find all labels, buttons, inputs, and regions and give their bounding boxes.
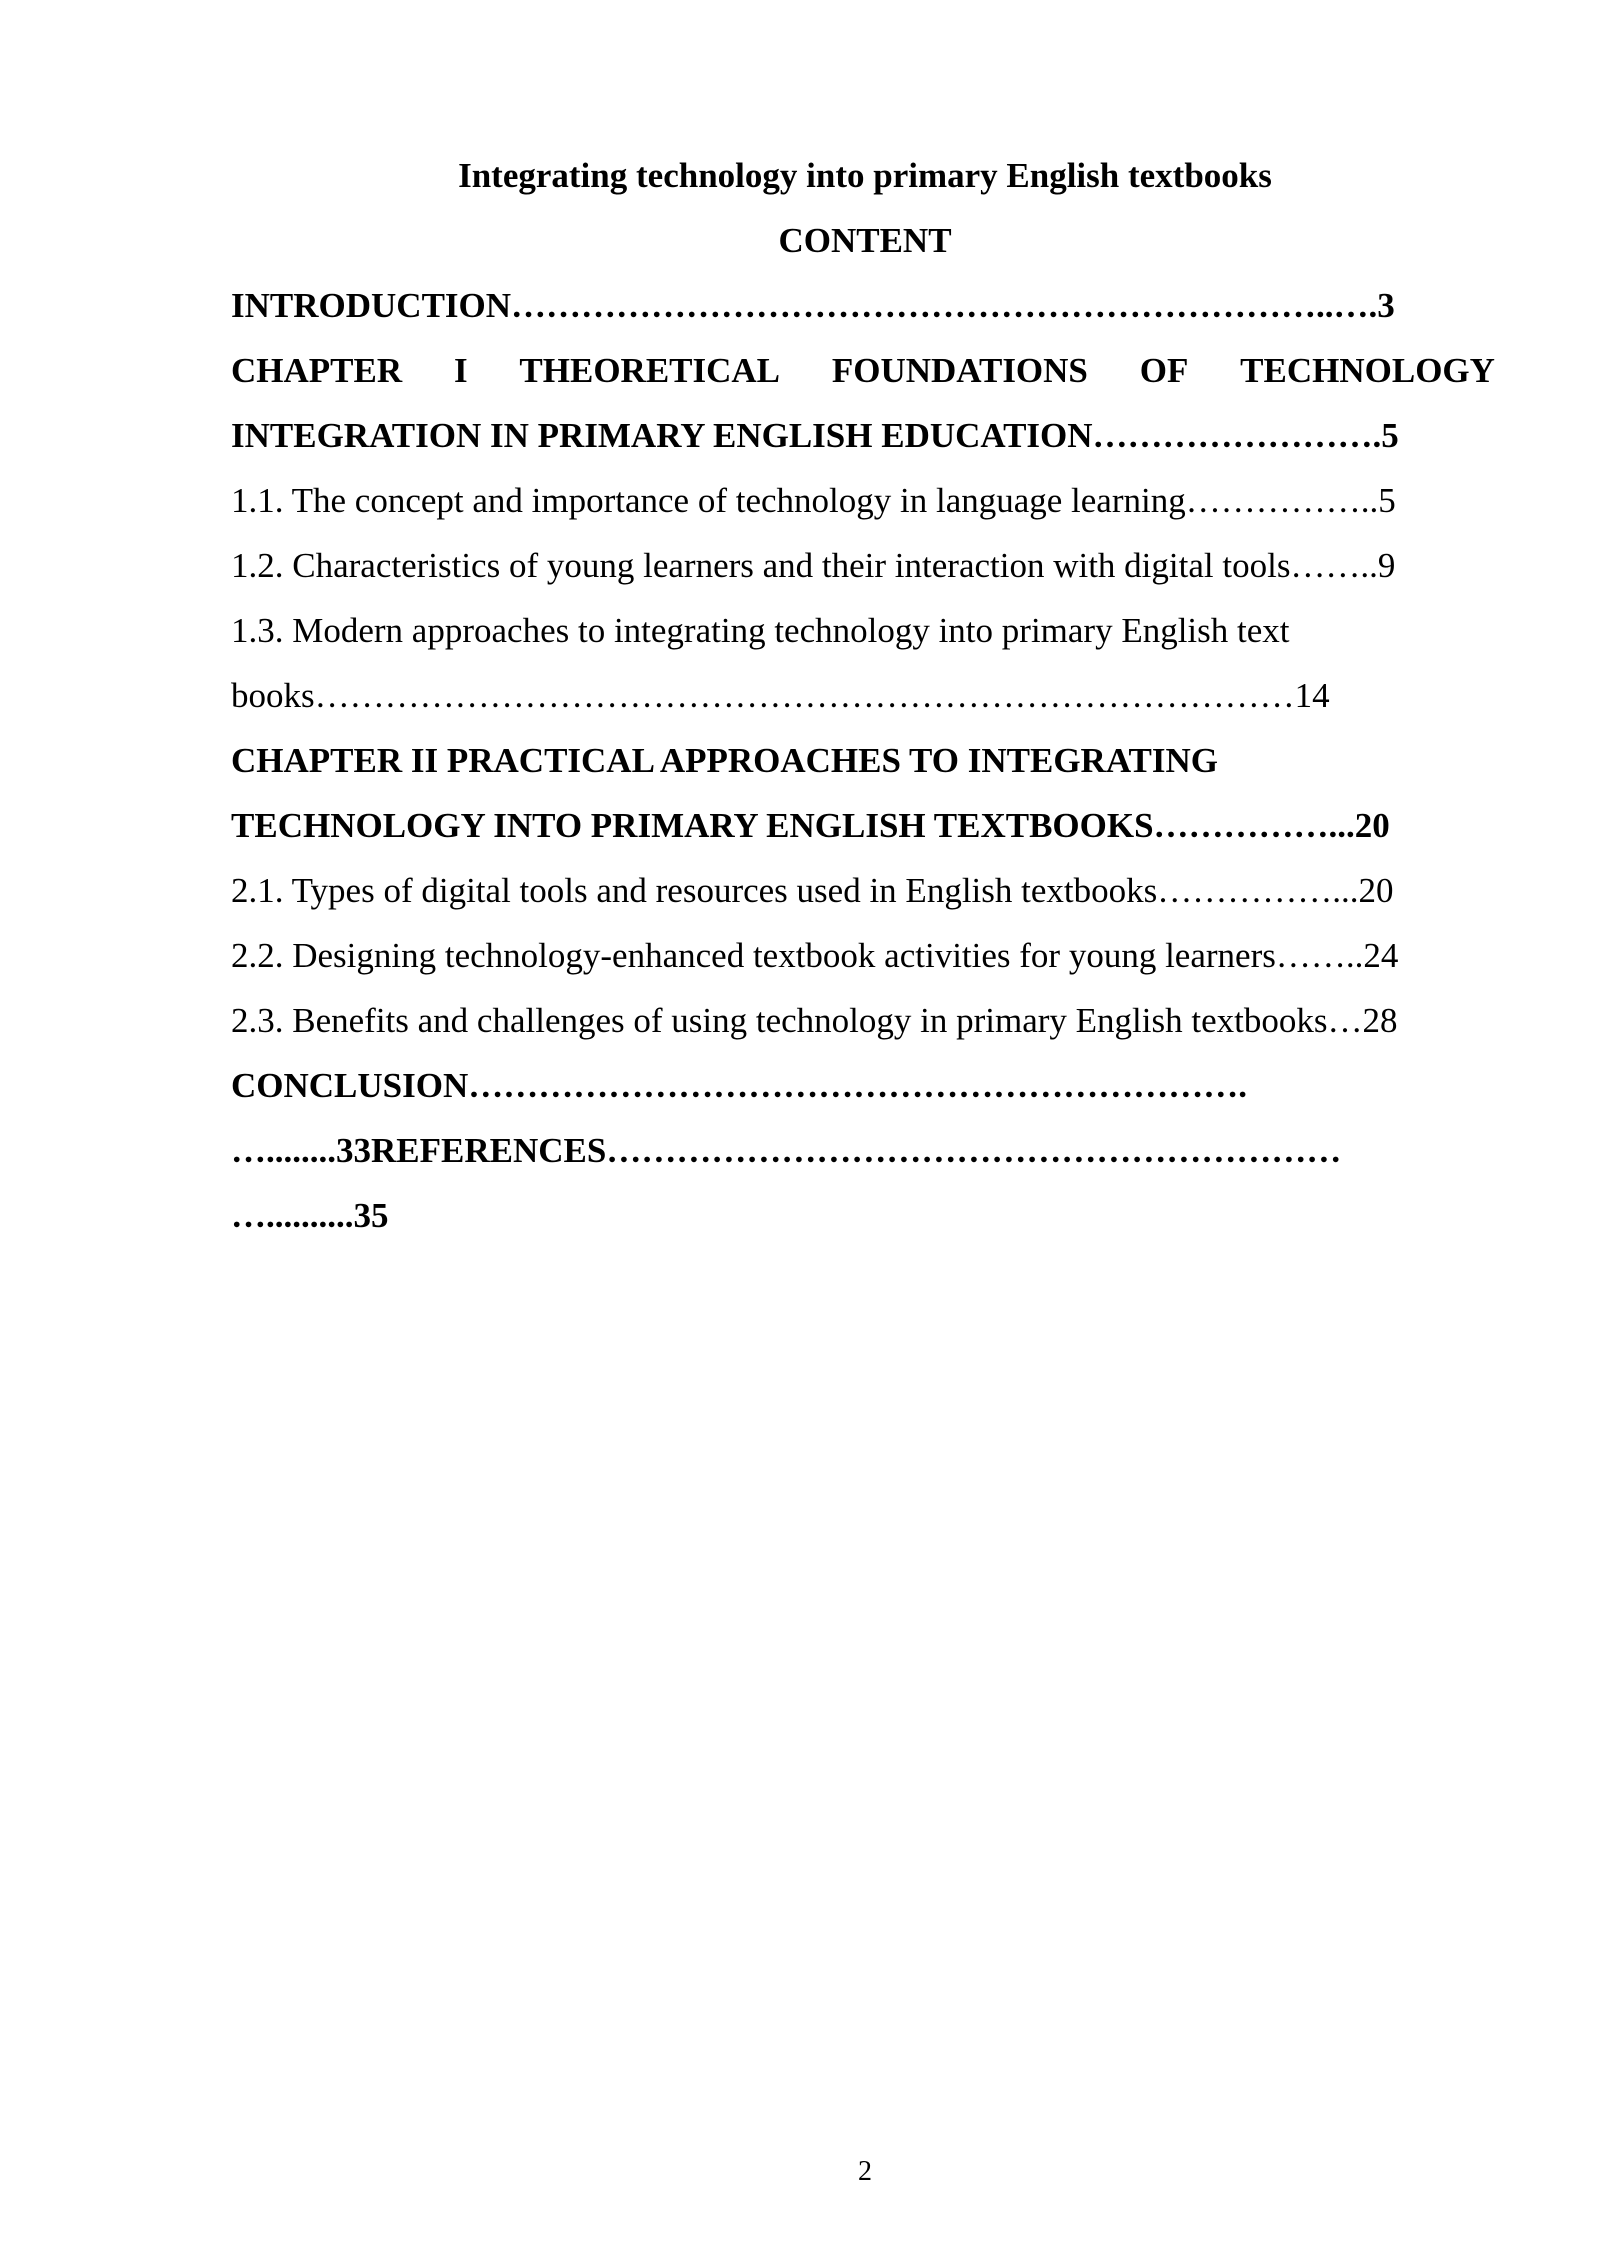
toc-entry-2-3: 2.3. Benefits and challenges of using technology in primary English textbooks…28	[231, 1001, 1398, 1040]
toc-entry-chapter-1-line-1	[231, 349, 1495, 393]
toc-entry-2-1: 2.1. Types of digital tools and resources used in English textbooks……………...20	[231, 871, 1394, 910]
toc-entry-1-3-line-1: 1.3. Modern approaches to integrating technology into primary English text	[231, 611, 1290, 650]
toc-word: THEORETICAL	[519, 351, 781, 390]
page-number: 2	[858, 2156, 872, 2187]
toc-entry-conclusion-references-line: …........33REFERENCES………………………………………………………	[231, 1131, 1342, 1170]
toc-word: CHAPTER	[231, 351, 403, 390]
toc-entry-conclusion-line-1: CONCLUSION………………………………………………………….	[231, 1066, 1248, 1105]
toc-entry-2-2: 2.2. Designing technology-enhanced textbook activities for young learners……..24	[231, 936, 1399, 975]
toc-word: I	[453, 351, 468, 390]
toc-entry-1-2: 1.2. Characteristics of young learners and their interaction with digital tools……..9	[231, 546, 1396, 585]
toc-entry-1-3-line-2: books…………………………………………………………………………14	[231, 676, 1330, 715]
toc-word: OF	[1139, 351, 1189, 390]
toc-entry-chapter-2-line-1: CHAPTER II PRACTICAL APPROACHES TO INTEGRATING	[231, 741, 1218, 780]
toc-entry-chapter-1-line-2: INTEGRATION IN PRIMARY ENGLISH EDUCATION…………………….5	[231, 416, 1399, 455]
toc-entry-introduction: INTRODUCTION……………………………………………………………..….3	[231, 286, 1395, 325]
content-heading: CONTENT	[778, 221, 952, 260]
document-title: Integrating technology into primary English textbooks	[458, 156, 1272, 195]
toc-entry-chapter-2-line-2: TECHNOLOGY INTO PRIMARY ENGLISH TEXTBOOKS……………...20	[231, 806, 1390, 845]
toc-entry-1-1: 1.1. The concept and importance of technology in language learning……………..5	[231, 481, 1396, 520]
toc-entry-references-page: …..........35	[231, 1196, 389, 1235]
toc-word: FOUNDATIONS	[831, 351, 1088, 390]
toc-word: TECHNOLOGY	[1240, 351, 1495, 390]
